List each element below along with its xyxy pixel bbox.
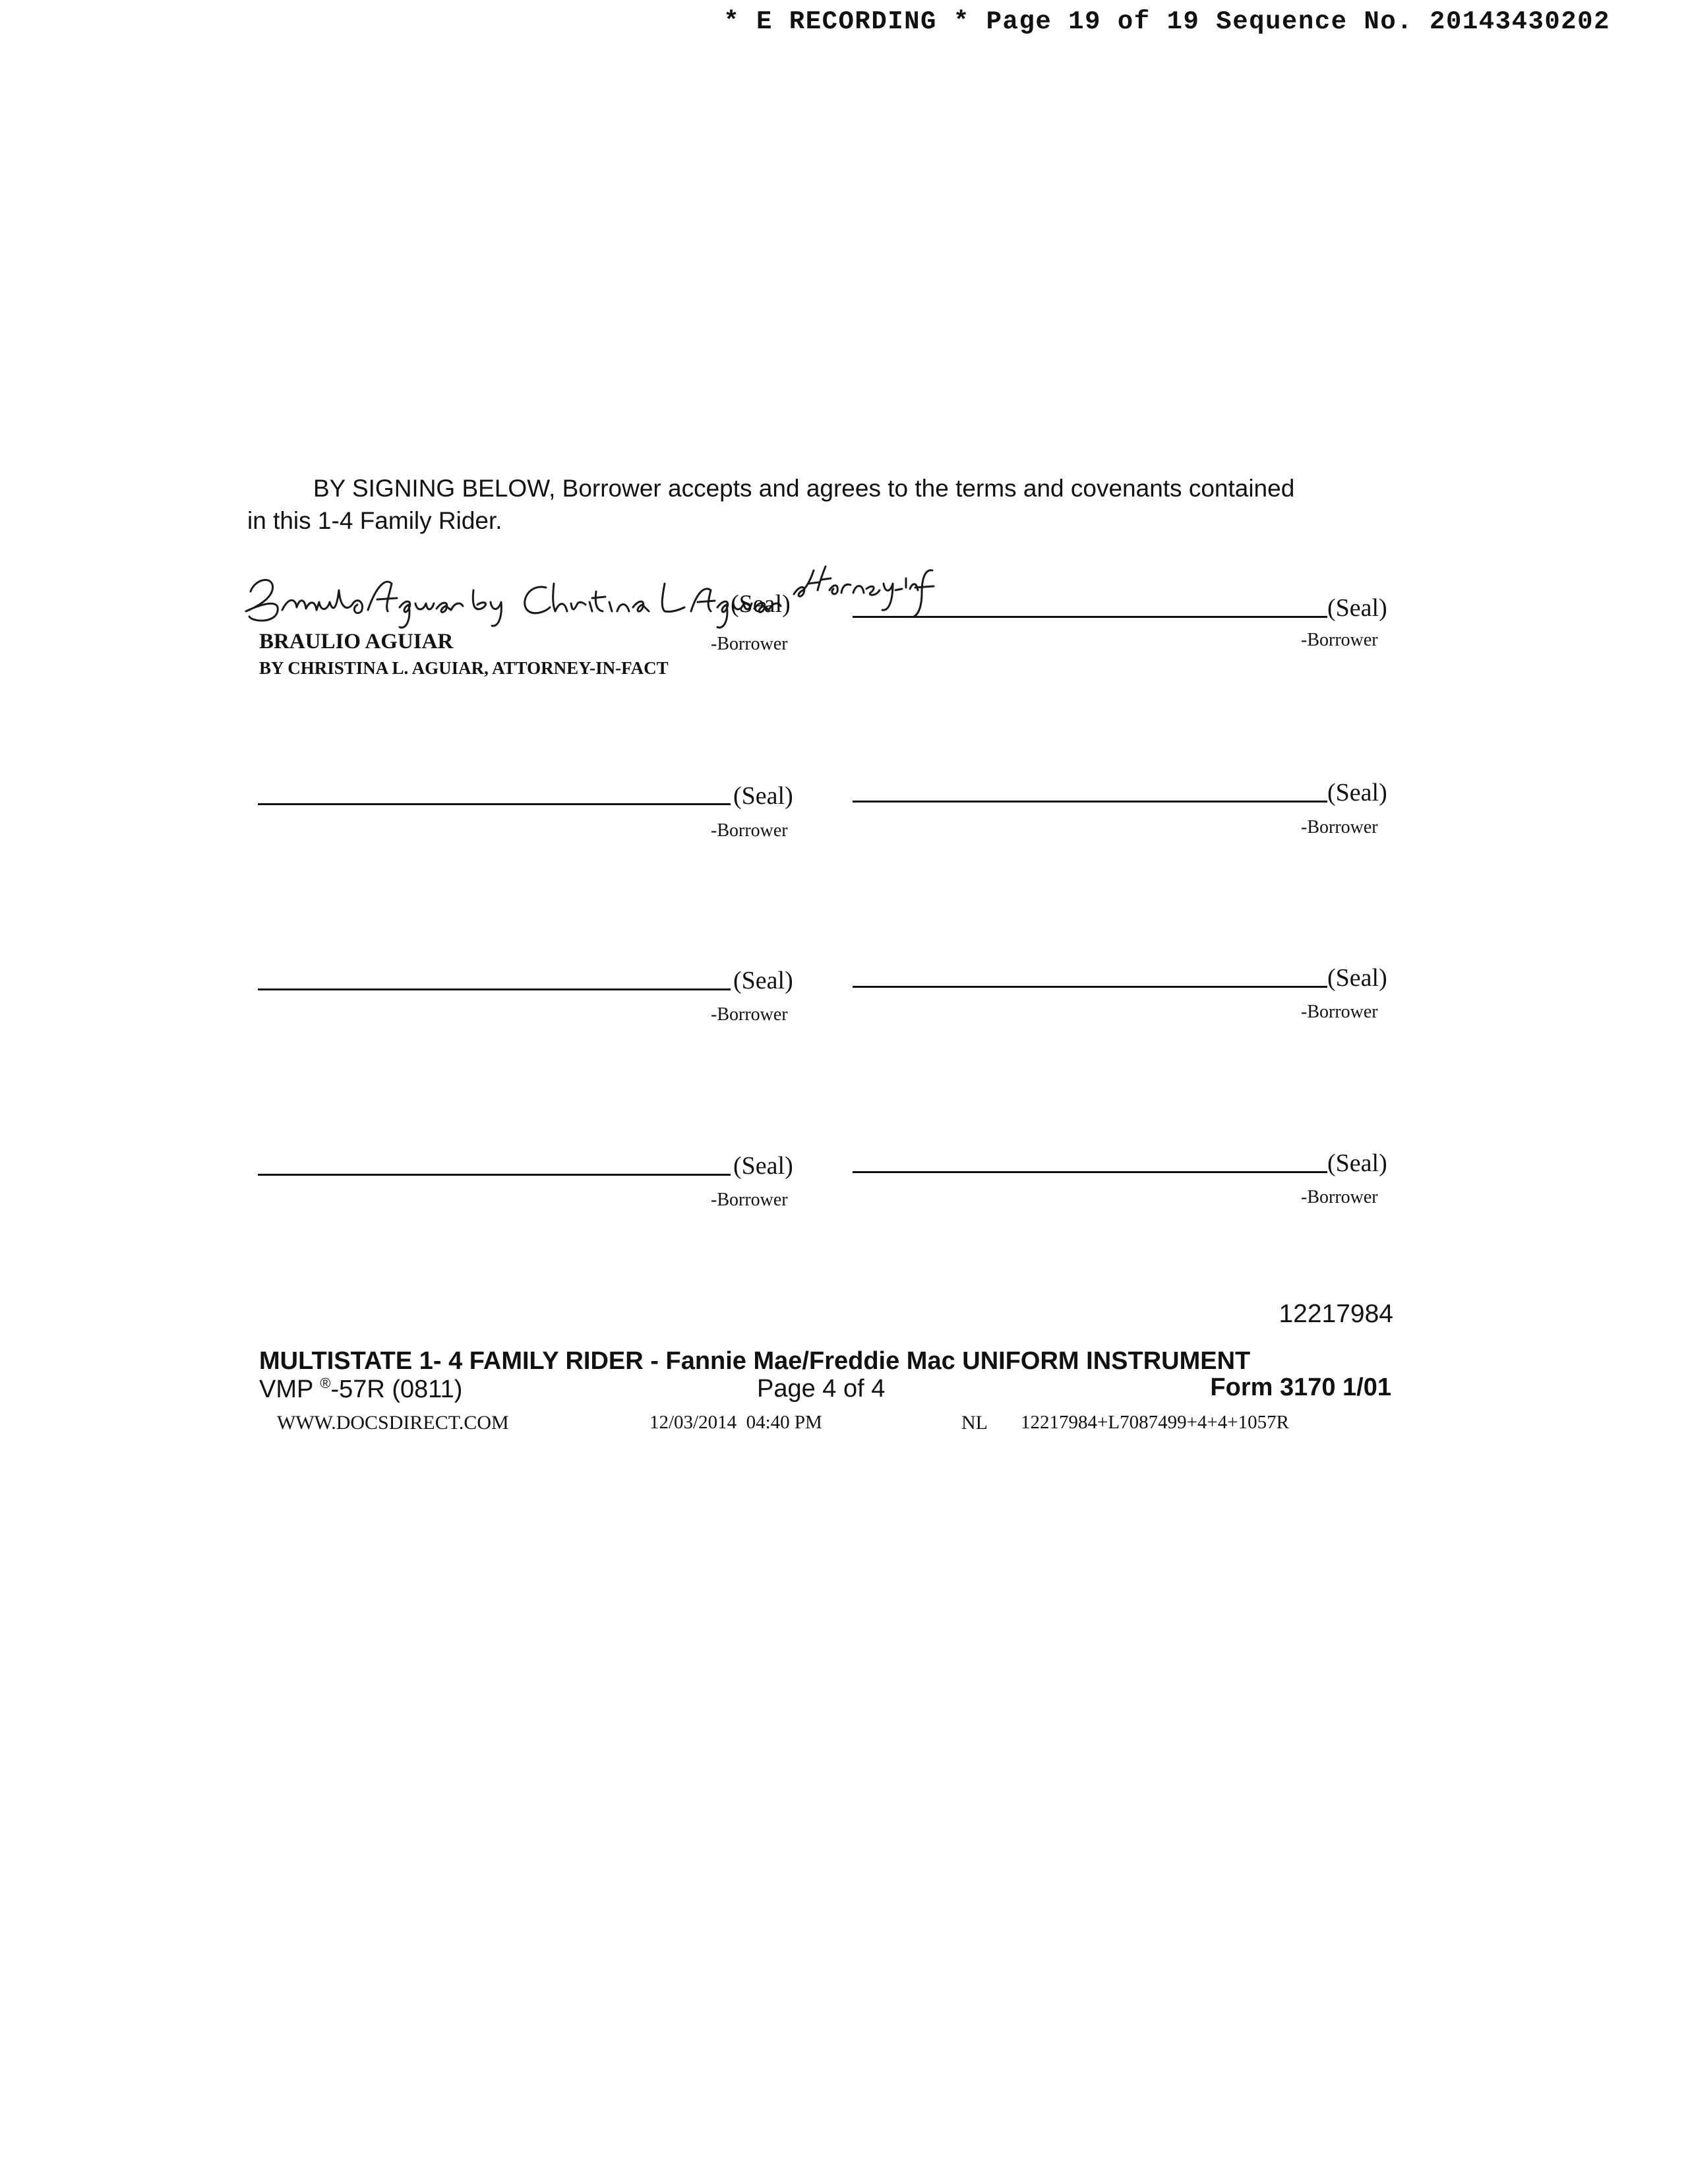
form-code-number: -57R (0811) [330, 1376, 463, 1403]
borrower-label: -Borrower [1301, 1187, 1378, 1207]
seal-label: (Seal) [733, 967, 793, 994]
registered-mark: ® [320, 1375, 331, 1391]
signature-line-6 [853, 986, 1327, 988]
agreement-statement [247, 472, 1398, 537]
signature-line-4 [853, 801, 1327, 803]
borrower-label: -Borrower [711, 820, 788, 841]
borrower-label: -Borrower [711, 1190, 788, 1210]
seal-label: (Seal) [1327, 1149, 1387, 1177]
seal-label: (Seal) [1327, 964, 1387, 992]
signature-line-8 [853, 1171, 1327, 1173]
seal-label: (Seal) [1327, 594, 1387, 622]
statement-line-1: BY SIGNING BELOW, Borrower accepts and agrees to the terms and covenants contained [313, 475, 1295, 502]
borrower-label: -Borrower [1301, 1002, 1378, 1022]
print-timestamp: 12/03/2014 04:40 PM [649, 1412, 822, 1433]
borrower-label: -Borrower [1301, 817, 1378, 837]
form-title: MULTISTATE 1- 4 FAMILY RIDER - Fannie Mae/Freddie Mac UNIFORM INSTRUMENT [259, 1347, 1251, 1375]
signature-line-2 [853, 616, 1327, 618]
borrower-label: -Borrower [1301, 630, 1378, 650]
seal-label: (Seal) [733, 782, 793, 810]
borrower-label: -Borrower [711, 634, 788, 654]
page-number: Page 4 of 4 [757, 1375, 886, 1403]
seal-label: (Seal) [731, 590, 791, 618]
signature-line-3 [258, 803, 731, 805]
document-code: 12217984+L7087499+4+4+1057R [1021, 1412, 1289, 1433]
loan-number: 12217984 [1279, 1300, 1393, 1328]
form-number: Form 3170 1/01 [1210, 1374, 1391, 1401]
initials: NL [961, 1412, 988, 1434]
form-code [259, 1376, 462, 1402]
handwritten-signature [236, 564, 935, 636]
signature-line-7 [258, 1174, 731, 1176]
signer-capacity: BY CHRISTINA L. AGUIAR, ATTORNEY-IN-FACT [259, 658, 669, 678]
statement-line-2: in this 1-4 Family Rider. [247, 507, 502, 534]
vmp-label: VMP [259, 1376, 313, 1403]
borrower-label: -Borrower [711, 1004, 788, 1025]
seal-label: (Seal) [733, 1152, 793, 1180]
signature-line-5 [258, 988, 731, 990]
signer-name: BRAULIO AGUIAR [259, 630, 454, 653]
website: WWW.DOCSDIRECT.COM [277, 1412, 509, 1434]
recording-banner: * E RECORDING * Page 19 of 19 Sequence No. 20143430202 [723, 7, 1610, 36]
seal-label: (Seal) [1327, 779, 1387, 806]
